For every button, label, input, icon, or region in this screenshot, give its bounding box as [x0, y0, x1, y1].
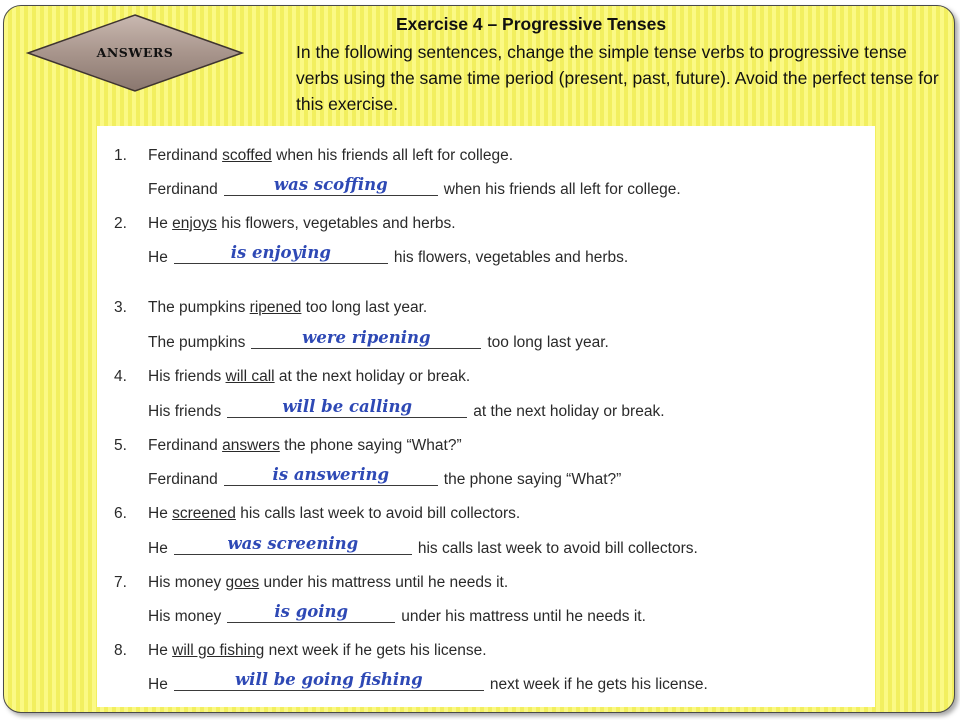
original-verb: ripened [249, 299, 302, 316]
worksheet [97, 126, 875, 707]
item-number: 4. [114, 368, 127, 385]
answer-tail-text: when his friends all left for college. [443, 181, 681, 198]
question-text: under his mattress until he needs it. [259, 574, 509, 591]
answer-lead-text: He [148, 676, 168, 693]
answer-tail-text: his flowers, vegetables and herbs. [393, 249, 629, 266]
original-verb: will call [225, 368, 275, 385]
answer-text: is going [274, 602, 349, 621]
question-text: at the next holiday or break. [274, 368, 471, 385]
answer-text: is enjoying [230, 243, 331, 262]
item-number: 2. [114, 215, 127, 232]
question-text: when his friends all left for college. [271, 147, 514, 164]
question-text: He [148, 642, 173, 659]
original-verb: enjoys [172, 215, 217, 232]
original-verb: will go fishing [172, 642, 265, 659]
answer-lead-text: His friends [148, 403, 222, 420]
answer-blank [224, 465, 438, 486]
answer-text: is answering [272, 465, 390, 484]
answer-lead-text: Ferdinand [148, 181, 218, 198]
question-text: His money [148, 574, 226, 591]
instructions: In the following sentences, change the simple tense verbs to progressive tense verbs using the same time period (present, past, future). Avoid the perfect tense for this exercise. [296, 42, 939, 114]
exercise-title: Exercise 4 – Progressive Tenses [396, 14, 667, 34]
item-number: 6. [114, 505, 127, 522]
question-text: next week if he gets his license. [264, 642, 487, 659]
question-text: He [148, 505, 173, 522]
answer-blank [174, 243, 388, 264]
item-number: 8. [114, 642, 127, 659]
answer-text: will be calling [282, 397, 413, 416]
question-text: He [148, 215, 173, 232]
answer-tail-text: his calls last week to avoid bill collectors. [417, 540, 698, 557]
original-verb: goes [225, 574, 260, 591]
answer-lead-text: His money [148, 608, 222, 625]
answer-tail-text: next week if he gets his license. [489, 676, 708, 693]
answer-blank [227, 602, 395, 623]
answer-text: will be going fishing [234, 670, 423, 689]
answer-blank [174, 670, 484, 691]
answer-blank [227, 397, 467, 418]
question-text: his flowers, vegetables and herbs. [216, 215, 456, 232]
original-verb: screened [172, 505, 236, 522]
answer-tail-text: the phone saying “What?” [443, 471, 622, 488]
answer-tail-text: too long last year. [487, 334, 609, 351]
answer-lead-text: Ferdinand [148, 471, 218, 488]
answers-label: ANSWERS [96, 45, 174, 60]
answer-tail-text: under his mattress until he needs it. [401, 608, 646, 625]
answer-lead-text: He [148, 540, 168, 557]
item-number: 5. [114, 437, 127, 454]
question-text: The pumpkins [148, 299, 250, 316]
question-text: his calls last week to avoid bill collectors. [235, 505, 521, 522]
answer-text: was scoffing [273, 175, 388, 194]
answer-blank [174, 534, 412, 555]
answer-blank [224, 175, 438, 196]
question-text: Ferdinand [148, 147, 223, 164]
item-number: 3. [114, 299, 127, 316]
original-verb: answers [222, 437, 280, 454]
answer-lead-text: He [148, 249, 168, 266]
question-text: too long last year. [301, 299, 428, 316]
answer-lead-text: The pumpkins [148, 334, 246, 351]
item-number: 1. [114, 147, 127, 164]
question-text: Ferdinand [148, 437, 223, 454]
answer-blank [251, 328, 481, 349]
answer-text: was screening [227, 534, 359, 553]
slide [3, 5, 955, 713]
question-text: His friends [148, 368, 226, 385]
answers-badge [26, 13, 244, 93]
answer-tail-text: at the next holiday or break. [473, 403, 665, 420]
item-number: 7. [114, 574, 127, 591]
answer-text: were ripening [302, 328, 431, 347]
question-text: the phone saying “What?” [279, 437, 462, 454]
original-verb: scoffed [222, 147, 272, 164]
